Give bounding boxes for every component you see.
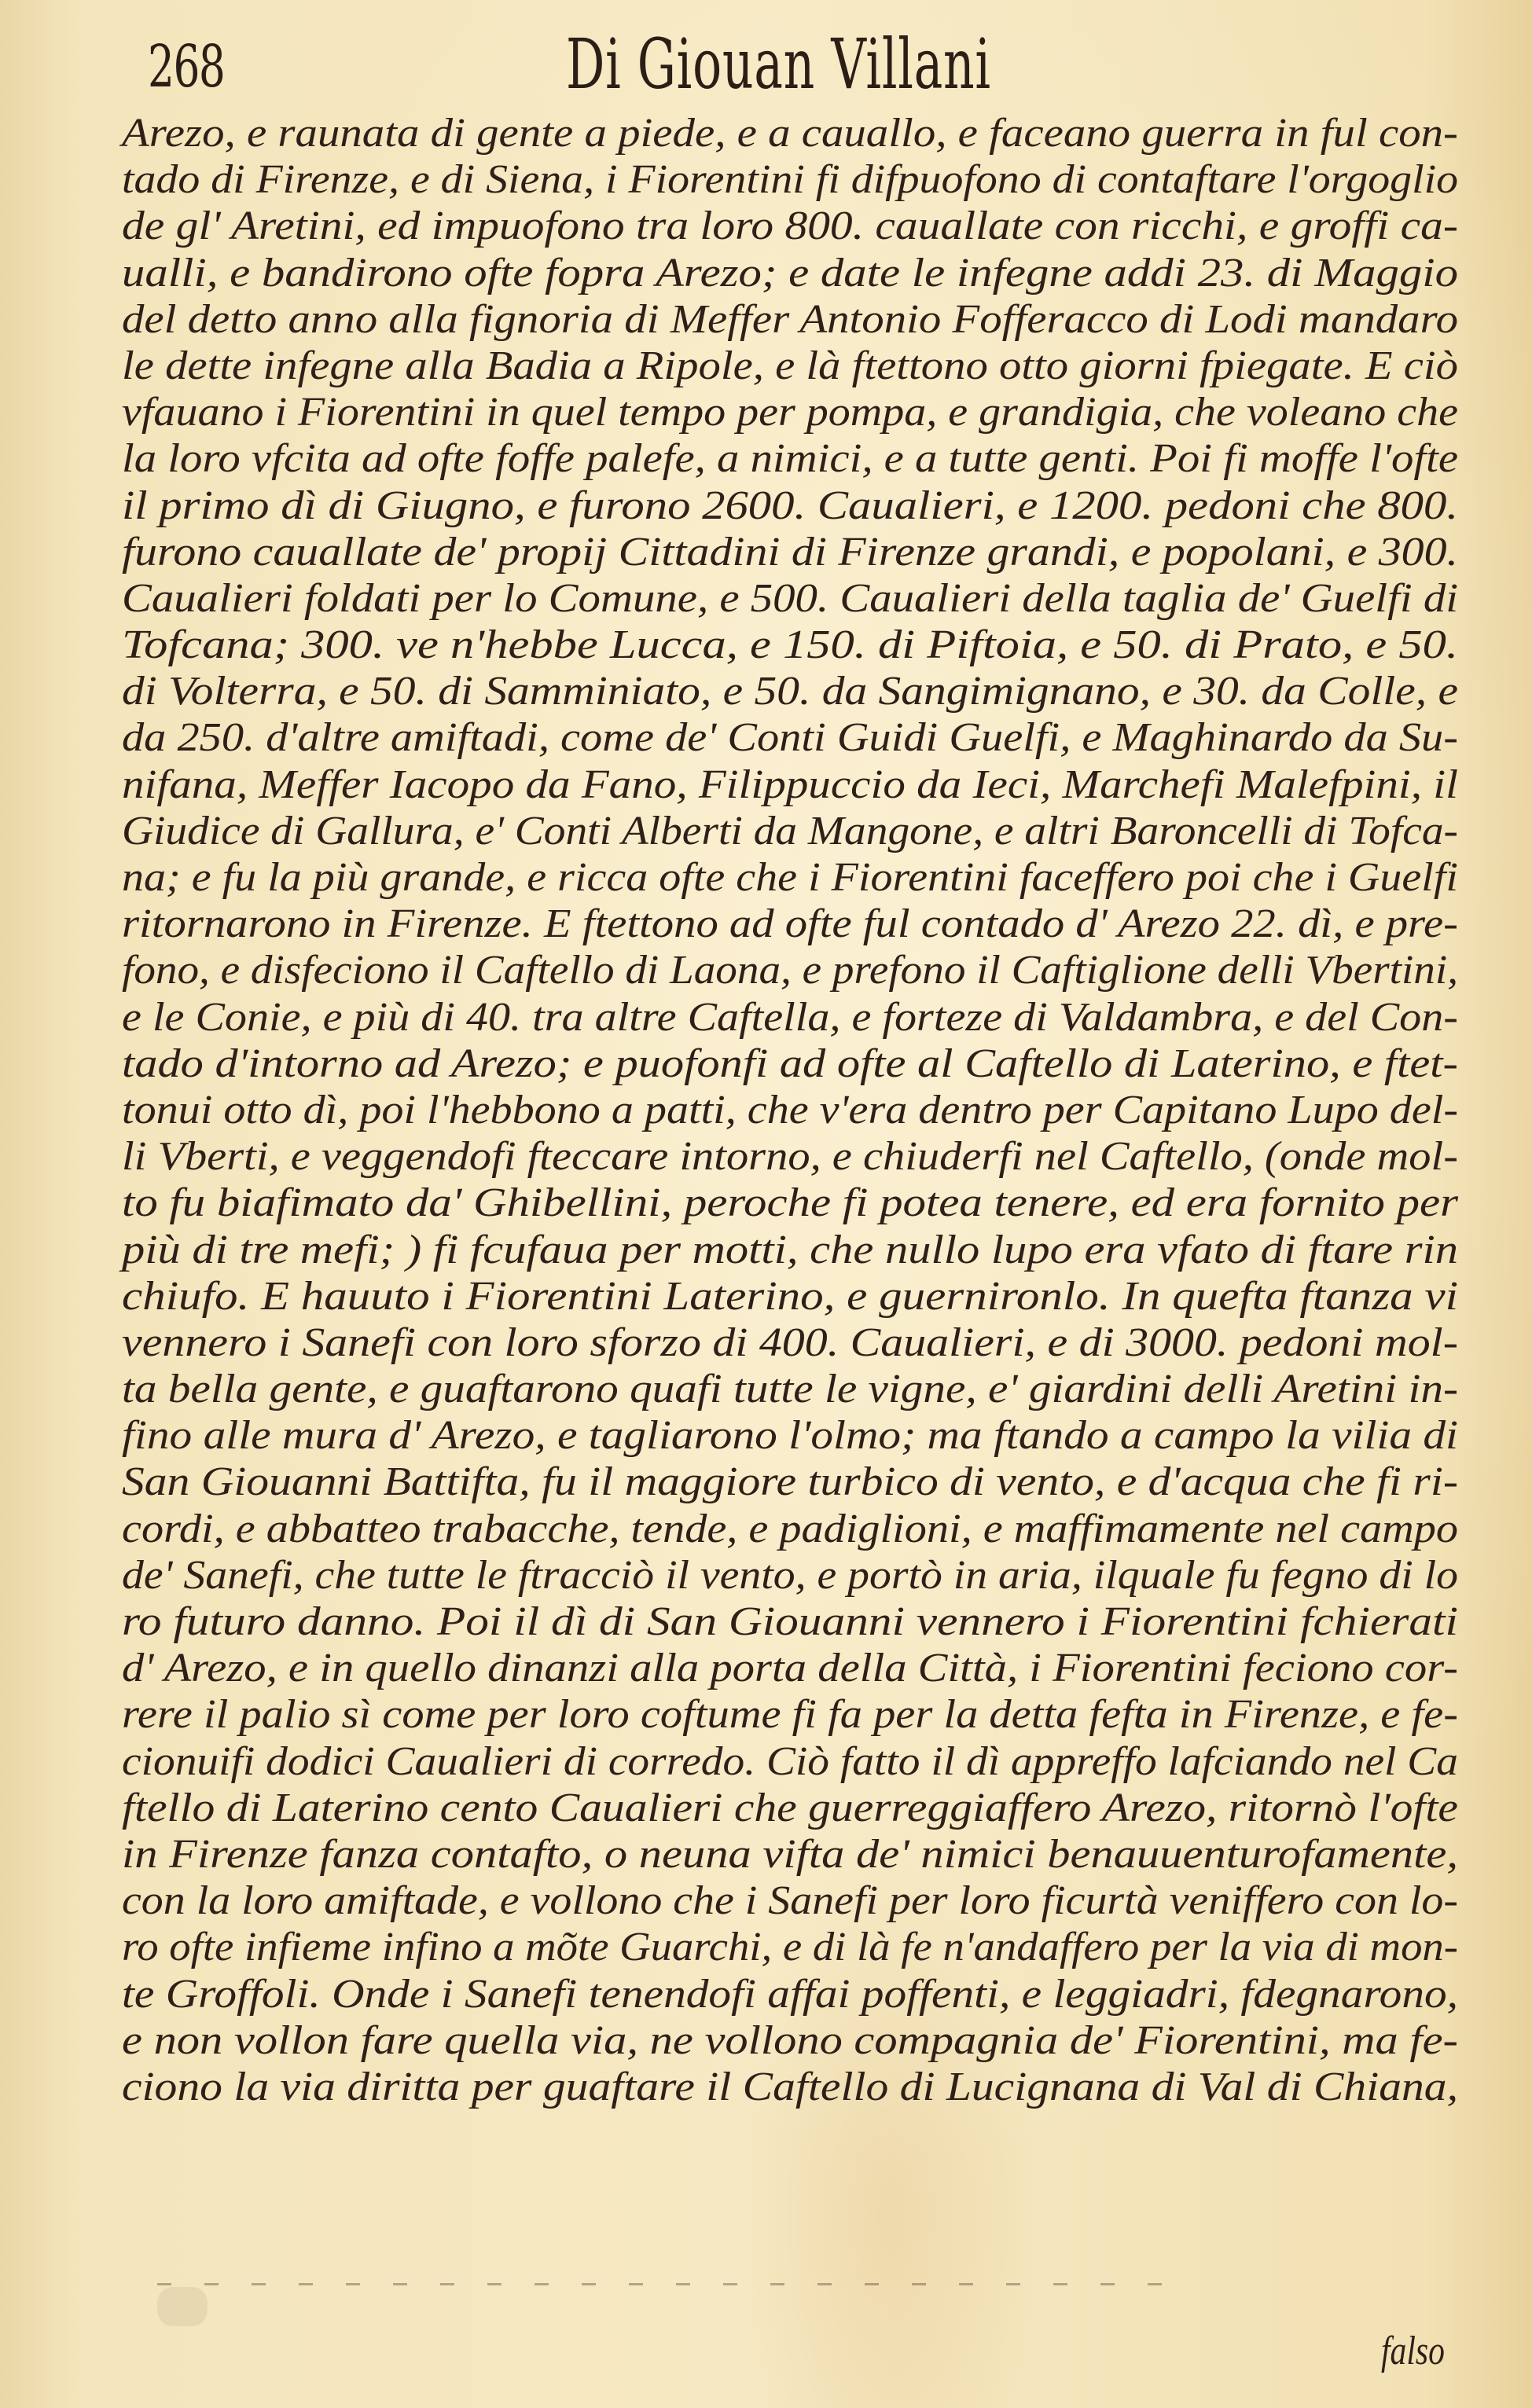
text-line [122, 156, 1458, 203]
text-line-content: de' Sanefi, che tutte le ftracciò il vento, e portò in aria, ilquale fu fegno di lo [122, 1552, 1458, 1598]
text-line-content: na; e fu la più grande, e ricca ofte che i Fiorentini faceffero poi che i Guelfi [122, 855, 1458, 900]
text-line [122, 1273, 1458, 1320]
text-line [122, 2017, 1458, 2064]
text-line-content: vennero i Sanefi con loro sforzo di 400. Caualieri, e di 3000. pedoni mol- [122, 1320, 1458, 1365]
text-line-content: fino alle mura d' Arezo, e tagliarono l'olmo; ma ftando a campo la vilia di [122, 1413, 1458, 1459]
show-through-stamp [157, 2287, 208, 2326]
text-line-content: ualli, e bandirono ofte fopra Arezo; e date le infegne addi 23. di Maggio [122, 250, 1458, 295]
text-line-content: tado d'intorno ad Arezo; e puofonfi ad ofte al Caftello di Laterino, e ftet- [122, 1041, 1458, 1086]
text-line-content: più di tre mefi; ) fi fcufaua per motti, che nullo lupo era vfato di ftare rin [122, 1227, 1458, 1272]
text-line [122, 250, 1458, 296]
text-line-content: nifana, Meffer Iacopo da Fano, Filippuccio da Ieci, Marchefi Malefpini, il [122, 762, 1458, 807]
text-line-content: to fu biafimato da' Ghibellini, peroche fi potea tenere, ed era fornito per [122, 1180, 1458, 1226]
text-line-content: tonui otto dì, poi l'hebbono a patti, che v'era dentro per Capitano Lupo del- [122, 1087, 1459, 1132]
text-line-content: da 250. d'altre amiftadi, come de' Conti Guidi Guelfi, e Maghinardo da Su- [122, 715, 1458, 761]
text-line [122, 1785, 1458, 1831]
text-line-content: di Volterra, e 50. di Samminiato, e 50. da Sangimignano, e 30. da Colle, e [122, 669, 1458, 714]
text-line-content: cordi, e abbatteo trabacche, tende, e padiglioni, e maffimamente nel campo [122, 1506, 1458, 1551]
catchword: falso [1381, 2329, 1445, 2373]
text-line-content: de gl' Aretini, ed impuofono tra loro 800. cauallate con ricchi, e groffi ca- [122, 204, 1458, 249]
text-line-content: ta bella gente, e guaftarono quafi tutte le vigne, e' giardini delli Aretini in- [122, 1367, 1458, 1412]
text-line [122, 1133, 1458, 1180]
text-line [122, 529, 1458, 575]
text-line-content: ro futuro danno. Poi il dì di San Giouanni vennero i Fiorentini fchierati [122, 1599, 1458, 1644]
text-line-content: ciono la via diritta per guaftare il Caftello di Lucignana di Val di Chiana, [122, 2064, 1458, 2109]
text-line-content: te Groffoli. Onde i Sanefi tenendofi affai poffenti, e leggiadri, fdegnarono, [122, 1971, 1458, 2017]
text-line-content: tado di Firenze, e di Siena, i Fiorentini fi difpuofono di contaftare l'orgoglio [122, 157, 1458, 203]
text-line [122, 947, 1458, 993]
text-line [122, 435, 1458, 482]
text-line [122, 1366, 1458, 1412]
text-line-content: il primo dì di Giugno, e furono 2600. Caualieri, e 1200. pedoni che 800. [122, 483, 1458, 528]
text-line-content: cionuifi dodici Caualieri di corredo. Ciò fatto il dì appreffo lafciando nel Ca [122, 1738, 1458, 1784]
text-line [122, 1924, 1458, 1970]
text-line [122, 203, 1458, 249]
text-line [122, 575, 1458, 622]
page-number: 268 [148, 33, 225, 101]
text-line [122, 1645, 1458, 1691]
text-line-content: la loro vfcita ad ofte foffe palefe, a nimici, e a tutte genti. Poi fi moffe l'ofte [122, 436, 1458, 482]
text-line-content: Caualieri foldati per lo Comune, e 500. Caualieri della taglia de' Guelfi di [122, 575, 1458, 621]
text-line [122, 1878, 1458, 1924]
text-line [122, 1691, 1458, 1738]
text-line-content: vfauano i Fiorentini in quel tempo per pompa, e grandigia, che voleano che [122, 390, 1458, 435]
text-line-content: Arezo, e raunata di gente a piede, e a cauallo, e faceano guerra in ful con- [122, 111, 1458, 156]
text-line-content: e non vollon fare quella via, ne vollono compagnia de' Fiorentini, ma fe- [122, 2017, 1458, 2063]
text-line [122, 1506, 1458, 1552]
text-line [122, 901, 1458, 947]
text-line-content: fono, e disfeciono il Caftello di Laona, e prefono il Caftiglione delli Vbertini, [122, 948, 1458, 993]
text-line [122, 1831, 1458, 1878]
text-line [122, 296, 1458, 343]
text-line [122, 2064, 1458, 2110]
text-line [122, 808, 1458, 854]
text-line [122, 762, 1458, 808]
text-line-content: ritornarono in Firenze. E ftettono ad ofte ful contado d' Arezo 22. dì, e pre- [122, 901, 1458, 947]
text-line-content: rere il palio sì come per loro coftume fi fa per la detta fefta in Firenze, e fe- [122, 1692, 1458, 1738]
text-line-content: furono cauallate de' propij Cittadini di Firenze grandi, e popolani, e 300. [122, 529, 1459, 574]
text-line [122, 714, 1458, 761]
text-line [122, 343, 1458, 389]
text-line [122, 1041, 1458, 1087]
text-line-content: e le Conie, e più di 40. tra altre Caftella, e forteze di Valdambra, e del Con- [122, 994, 1458, 1040]
text-line [122, 1412, 1458, 1459]
text-line-content: San Giouanni Battifta, fu il maggiore turbico di vento, e d'acqua che fi ri- [122, 1459, 1458, 1505]
text-line [122, 1552, 1458, 1599]
text-line-content: li Vberti, e veggendofi fteccare intorno, e chiuderfi nel Caftello, (onde mol- [122, 1134, 1458, 1180]
text-line-content: con la loro amiftade, e vollono che i Sanefi per loro ficurtà veniffero con lo- [122, 1878, 1458, 1924]
text-line [122, 994, 1458, 1041]
text-line [122, 110, 1458, 156]
text-line [122, 1180, 1458, 1226]
text-line-content: del detto anno alla fignoria di Meffer Antonio Fofferacco di Lodi mandaro [122, 296, 1458, 342]
text-line [122, 622, 1458, 668]
text-line [122, 1087, 1458, 1133]
text-line [122, 1320, 1458, 1366]
text-line [122, 1459, 1458, 1505]
text-line-content: Tofcana; 300. ve n'hebbe Lucca, e 150. di Piftoia, e 50. di Prato, e 50. [122, 622, 1458, 668]
text-line-content: chiufo. E hauuto i Fiorentini Laterino, e guernironlo. In quefta ftanza vi [122, 1273, 1459, 1319]
text-line [122, 668, 1458, 714]
text-line-content: le dette infegne alla Badia a Ripole, e là ftettono otto giorni fpiegate. E ciò [122, 343, 1458, 388]
text-line [122, 1738, 1458, 1785]
running-head: Di Giouan Villani [566, 24, 991, 105]
text-line-content: d' Arezo, e in quello dinanzi alla porta della Città, i Fiorentini feciono cor- [122, 1646, 1458, 1691]
text-line [122, 1971, 1458, 2017]
text-line-content: in Firenze fanza contafto, o neuna vifta de' nimici benauuenturofamente, [122, 1831, 1458, 1877]
text-line [122, 854, 1458, 901]
ink-bleed-marks [157, 2283, 1179, 2285]
text-line-content: Giudice di Gallura, e' Conti Alberti da Mangone, e altri Baroncelli di Tofca- [122, 808, 1458, 853]
text-line [122, 483, 1458, 529]
text-line [122, 1599, 1458, 1645]
body-text [122, 110, 1458, 2110]
text-line [122, 1227, 1458, 1273]
text-line-content: ftello di Laterino cento Caualieri che guerreggiaffero Arezo, ritornò l'ofte [122, 1785, 1459, 1830]
text-line [122, 389, 1458, 435]
text-line-content: ro ofte infieme infino a mõte Guarchi, e di là fe n'andaffero per la via di mon- [122, 1925, 1458, 1970]
